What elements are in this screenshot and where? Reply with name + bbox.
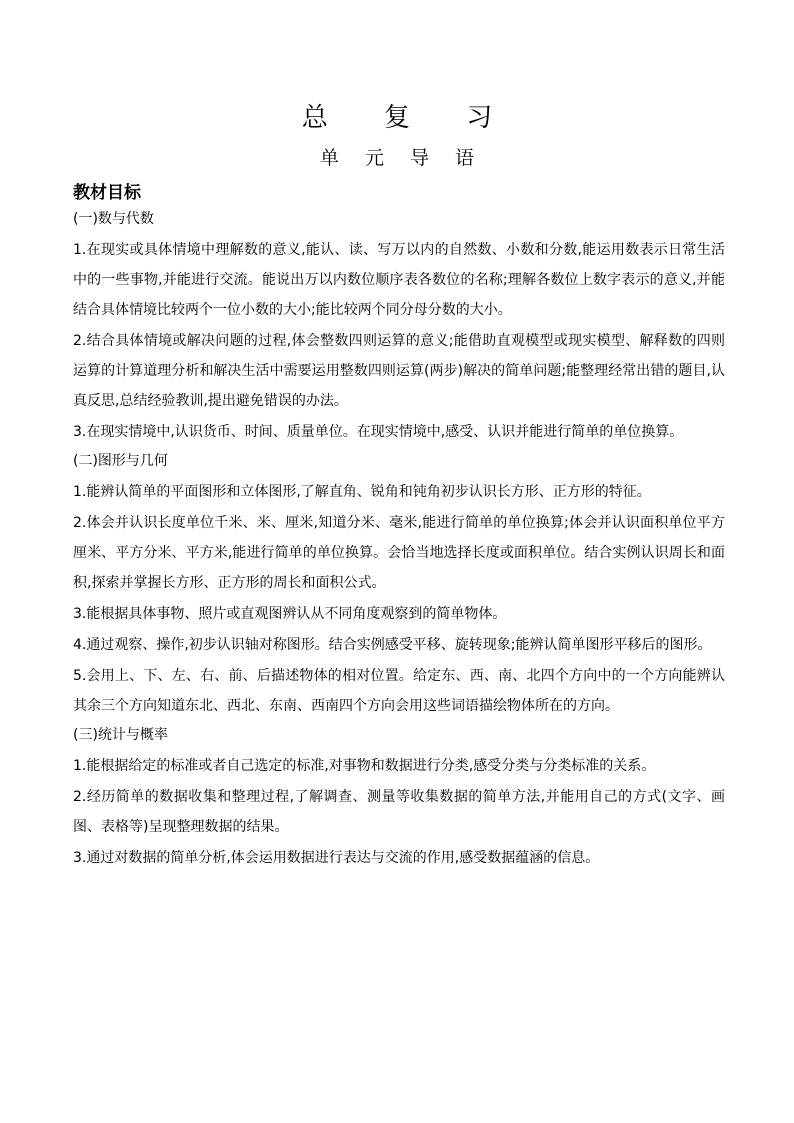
paragraph: 2.结合具体情境或解决问题的过程,体会整数四则运算的意义;能借助直观模型或现实模型、解释数的四则运算的计算道理分析和解决生活中需要运用整数四则运算(两步)解决的简单问题;能整理经常出错的题目,认真反思,总结经验教训,提出避免错误的办法。 bbox=[73, 333, 725, 409]
page-title: 总 复 习 bbox=[301, 103, 517, 133]
paragraph: 1.能根据给定的标准或者自己选定的标准,对事物和数据进行分类,感受分类与分类标准的关系。 bbox=[73, 758, 656, 774]
paragraph: 3.能根据具体事物、照片或直观图辨认从不同角度观察到的简单物体。 bbox=[73, 606, 507, 622]
section-title-statistics: (三)统计与概率 bbox=[73, 727, 168, 743]
paragraph: 5.会用上、下、左、右、前、后描述物体的相对位置。给定东、西、南、北四个方向中的一个方向能辨认其余三个方向知道东北、西北、东南、西南四个方向会用这些词语描绘物体所在的方向。 bbox=[73, 668, 725, 714]
paragraph: 2.体会并认识长度单位千米、米、厘米,知道分米、毫米,能进行简单的单位换算;体会并认识面积单位平方厘米、平方分米、平方米,能进行简单的单位换算。会恰当地选择长度或面积单位。结合实例认识周长和面积,探索并掌握长方形、正方形的周长和面积公式。 bbox=[73, 515, 725, 591]
section-heading: 教材目标 bbox=[73, 183, 141, 203]
paragraph: 1.在现实或具体情境中理解数的意义,能认、读、写万以内的自然数、小数和分数,能运用数表示日常生活中的一些事物,并能进行交流。能说出万以内数位顺序表各数位的名称;理解各数位上数字表示的意义,并能结合具体情境比较两个一位小数的大小;能比较两个同分母分数的大小。 bbox=[73, 242, 725, 318]
paragraph: 3.通过对数据的简单分析,体会运用数据进行表达与交流的作用,感受数据蕴涵的信息。 bbox=[73, 850, 600, 866]
page-subtitle: 单 元 导 语 bbox=[319, 147, 485, 169]
section-title-numbers-algebra: (一)数与代数 bbox=[73, 211, 154, 227]
paragraph: 2.经历简单的数据收集和整理过程,了解调查、测量等收集数据的简单方法,并能用自己的方式(文字、画图、表格等)呈现整理数据的结果。 bbox=[73, 789, 725, 835]
paragraph: 1.能辨认简单的平面图形和立体图形,了解直角、锐角和钝角初步认识长方形、正方形的特征。 bbox=[73, 484, 651, 500]
paragraph: 3.在现实情境中,认识货币、时间、质量单位。在现实情境中,感受、认识并能进行简单的单位换算。 bbox=[73, 424, 684, 440]
paragraph: 4.通过观察、操作,初步认识轴对称图形。结合实例感受平移、旋转现象;能辨认简单图形平移后的图形。 bbox=[73, 637, 712, 653]
content-body bbox=[73, 180, 725, 874]
section-title-geometry: (二)图形与几何 bbox=[73, 453, 168, 469]
